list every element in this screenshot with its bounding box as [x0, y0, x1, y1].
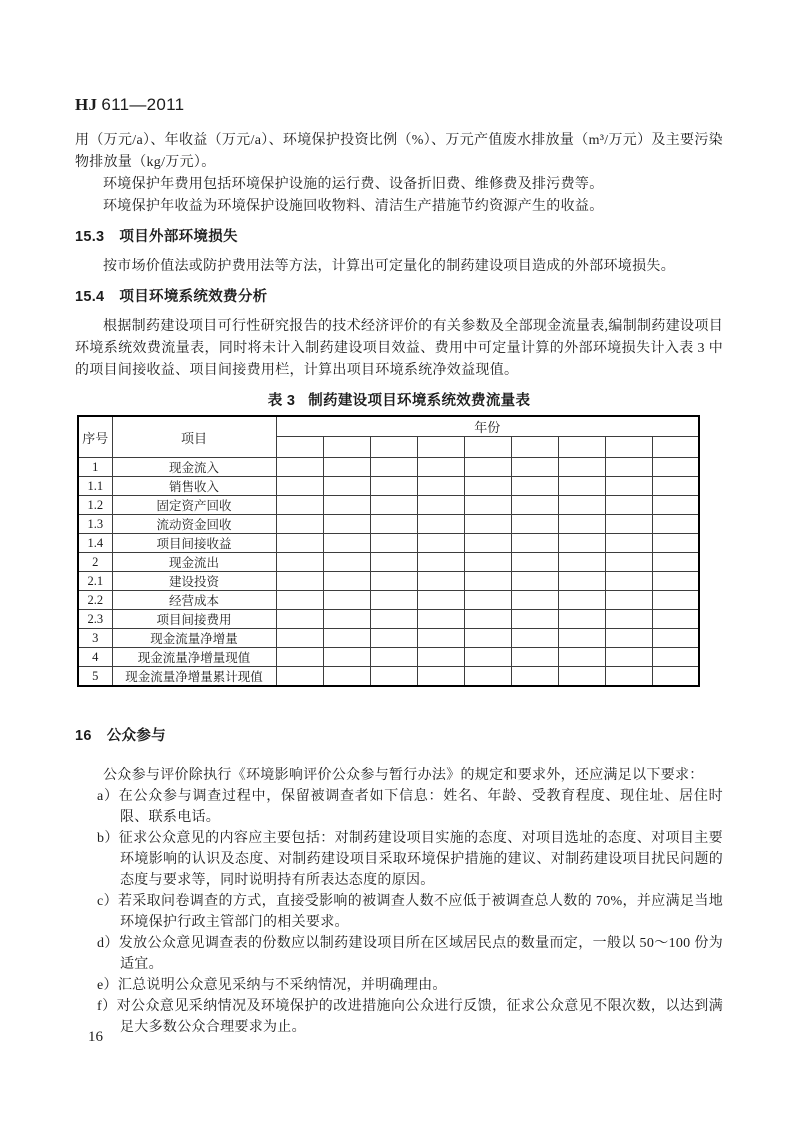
page-number: 16 — [88, 1029, 103, 1045]
list-item — [75, 828, 723, 891]
table-row — [78, 534, 699, 553]
year-subheader-cell — [511, 437, 558, 458]
year-value-cell — [652, 667, 699, 687]
table-row — [78, 515, 699, 534]
year-value-cell — [605, 572, 652, 591]
year-value-cell — [652, 534, 699, 553]
year-value-cell — [323, 610, 370, 629]
table-row — [78, 648, 699, 667]
table-title-text: 制药建设项目环境系统效费流量表 — [308, 393, 531, 409]
year-value-cell — [276, 496, 323, 515]
year-value-cell — [652, 515, 699, 534]
year-value-cell — [605, 629, 652, 648]
year-value-cell — [652, 591, 699, 610]
table-row — [78, 458, 699, 477]
row-index-cell: 5 — [78, 667, 112, 687]
table-number-label: 表 3 — [267, 393, 296, 409]
section-title-15-3: 项目外部环境损失 — [119, 229, 238, 245]
year-value-cell — [370, 610, 417, 629]
year-value-cell — [464, 496, 511, 515]
year-value-cell — [276, 515, 323, 534]
paragraph-annual-benefit: 环境保护年收益为环境保护设施回收物料、清洁生产措施节约资源产生的收益。 — [103, 199, 604, 214]
year-value-cell — [276, 591, 323, 610]
year-subheader-cell — [276, 437, 323, 458]
year-value-cell — [323, 553, 370, 572]
year-value-cell — [558, 553, 605, 572]
row-item-cell: 项目间接收益 — [112, 534, 276, 553]
row-index-cell: 2.3 — [78, 610, 112, 629]
year-value-cell — [511, 572, 558, 591]
year-value-cell — [276, 610, 323, 629]
year-column-header: 年份 — [276, 416, 699, 437]
year-value-cell — [370, 648, 417, 667]
row-index-cell: 1.1 — [78, 477, 112, 496]
list-item-marker: c） — [97, 894, 118, 909]
list-item-marker: e） — [97, 978, 118, 993]
paragraph-annual-cost: 环境保护年费用包括环境保护设施的运行费、设备折旧费、维修费及排污费等。 — [103, 177, 604, 192]
year-value-cell — [652, 553, 699, 572]
year-value-cell — [605, 515, 652, 534]
year-value-cell — [511, 458, 558, 477]
year-value-cell — [605, 610, 652, 629]
year-value-cell — [464, 591, 511, 610]
year-value-cell — [276, 572, 323, 591]
standard-code-header — [75, 94, 723, 116]
year-value-cell — [417, 667, 464, 687]
year-value-cell — [464, 477, 511, 496]
row-index-cell: 1.2 — [78, 496, 112, 515]
list-item — [75, 975, 723, 996]
year-value-cell — [558, 610, 605, 629]
table-row — [78, 629, 699, 648]
paragraph-16-intro: 公众参与评价除执行《环境影响评价公众参与暂行办法》的规定和要求外，还应满足以下要求： — [103, 768, 704, 783]
row-index-cell: 2 — [78, 553, 112, 572]
standard-code-number: 611—2011 — [101, 95, 185, 114]
list-item — [75, 933, 723, 975]
row-item-cell: 现金流量净增量现值 — [112, 648, 276, 667]
year-subheader-cell — [323, 437, 370, 458]
year-value-cell — [276, 667, 323, 687]
year-value-cell — [323, 591, 370, 610]
year-value-cell — [464, 648, 511, 667]
year-value-cell — [652, 648, 699, 667]
section-title-16: 公众参与 — [106, 728, 166, 744]
year-value-cell — [370, 496, 417, 515]
year-value-cell — [605, 667, 652, 687]
list-item — [75, 891, 723, 933]
row-index-cell: 1.3 — [78, 515, 112, 534]
row-index-cell: 3 — [78, 629, 112, 648]
year-value-cell — [605, 477, 652, 496]
table-row — [78, 572, 699, 591]
year-value-cell — [464, 667, 511, 687]
year-value-cell — [370, 572, 417, 591]
year-value-cell — [417, 458, 464, 477]
index-column-header: 序号 — [78, 416, 112, 458]
year-value-cell — [652, 458, 699, 477]
list-item-marker: d） — [97, 936, 119, 951]
year-value-cell — [558, 496, 605, 515]
row-item-cell: 销售收入 — [112, 477, 276, 496]
year-subheader-cell — [558, 437, 605, 458]
year-value-cell — [652, 477, 699, 496]
year-value-cell — [464, 458, 511, 477]
year-value-cell — [323, 648, 370, 667]
table-row — [78, 477, 699, 496]
year-value-cell — [558, 458, 605, 477]
year-value-cell — [323, 458, 370, 477]
year-value-cell — [464, 629, 511, 648]
year-value-cell — [417, 610, 464, 629]
list-item-text: 发放公众意见调查表的份数应以制药建设项目所在区域居民点的数量而定，一般以 50～100 份为适宜。 — [118, 936, 723, 972]
table-row — [78, 591, 699, 610]
year-value-cell — [323, 667, 370, 687]
cash-flow-table — [77, 415, 700, 687]
year-value-cell — [511, 667, 558, 687]
list-item-marker: f） — [97, 999, 117, 1014]
row-item-cell: 现金流入 — [112, 458, 276, 477]
row-index-cell: 1 — [78, 458, 112, 477]
year-value-cell — [605, 458, 652, 477]
row-item-cell: 固定资产回收 — [112, 496, 276, 515]
year-value-cell — [511, 610, 558, 629]
list-item — [75, 996, 723, 1038]
list-item — [75, 786, 723, 828]
row-item-cell: 建设投资 — [112, 572, 276, 591]
year-value-cell — [323, 496, 370, 515]
row-item-cell: 现金流量净增量累计现值 — [112, 667, 276, 687]
item-column-header: 项目 — [112, 416, 276, 458]
year-value-cell — [652, 496, 699, 515]
paragraph-15-3-body: 按市场价值法或防护费用法等方法，计算出可定量化的制药建设项目造成的外部环境损失。 — [103, 259, 675, 274]
year-value-cell — [511, 553, 558, 572]
row-item-cell: 流动资金回收 — [112, 515, 276, 534]
page-content — [75, 94, 723, 1038]
year-value-cell — [605, 591, 652, 610]
year-value-cell — [276, 477, 323, 496]
year-value-cell — [417, 496, 464, 515]
row-item-cell: 项目间接费用 — [112, 610, 276, 629]
year-value-cell — [511, 515, 558, 534]
year-value-cell — [652, 610, 699, 629]
table-row — [78, 553, 699, 572]
list-item-text: 汇总说明公众意见采纳与不采纳情况，并明确理由。 — [117, 978, 447, 993]
section-heading-15-3 — [75, 226, 723, 248]
list-item-marker: a） — [97, 789, 119, 804]
year-value-cell — [323, 534, 370, 553]
year-value-cell — [417, 515, 464, 534]
year-value-cell — [323, 572, 370, 591]
standard-code-prefix: HJ — [75, 95, 98, 114]
year-value-cell — [323, 629, 370, 648]
year-subheader-cell — [417, 437, 464, 458]
year-value-cell — [370, 458, 417, 477]
year-value-cell — [558, 591, 605, 610]
year-value-cell — [370, 591, 417, 610]
row-item-cell: 现金流出 — [112, 553, 276, 572]
year-value-cell — [417, 648, 464, 667]
year-value-cell — [464, 515, 511, 534]
year-value-cell — [511, 591, 558, 610]
year-value-cell — [417, 477, 464, 496]
table-row — [78, 496, 699, 515]
row-index-cell: 4 — [78, 648, 112, 667]
year-value-cell — [464, 553, 511, 572]
row-index-cell: 1.4 — [78, 534, 112, 553]
year-value-cell — [558, 534, 605, 553]
year-value-cell — [511, 477, 558, 496]
year-value-cell — [558, 629, 605, 648]
list-item-marker: b） — [97, 831, 119, 846]
list-item-text: 在公众参与调查过程中，保留被调查者如下信息：姓名、年龄、受教育程度、现住址、居住时限、联系电话。 — [118, 789, 723, 825]
year-value-cell — [558, 515, 605, 534]
list-item-text: 若采取问卷调查的方式，直接受影响的被调查人数不应低于被调查总人数的 70%，并应满足当地环境保护行政主管部门的相关要求。 — [117, 894, 723, 930]
year-value-cell — [605, 496, 652, 515]
year-value-cell — [370, 515, 417, 534]
paragraph-emission-indicators: 用（万元/a）、年收益（万元/a）、环境保护投资比例（%）、万元产值废水排放量（m³/万元）及主要污染物排放量（kg/万元）。 — [75, 133, 723, 170]
year-subheader-cell — [464, 437, 511, 458]
paragraph-15-4-body: 根据制药建设项目可行性研究报告的技术经济评价的有关参数及全部现金流量表,编制制药建设项目环境系统效费流量表，同时将未计入制药建设项目效益、费用中可定量计算的外部环境损失计入表 3 中的项目间接收益、项目间接费用栏，计算出项目环境系统净效益现值。 — [75, 319, 723, 378]
section-number-15-3: 15.3 — [75, 229, 105, 245]
year-value-cell — [511, 496, 558, 515]
year-value-cell — [276, 553, 323, 572]
year-value-cell — [370, 667, 417, 687]
row-index-cell: 2.2 — [78, 591, 112, 610]
year-value-cell — [370, 477, 417, 496]
section-title-15-4: 项目环境系统效费分析 — [119, 289, 268, 305]
row-index-cell: 2.1 — [78, 572, 112, 591]
year-value-cell — [605, 534, 652, 553]
table-row — [78, 610, 699, 629]
table-row — [78, 667, 699, 687]
table-title — [75, 390, 723, 412]
list-item-text: 征求公众意见的内容应主要包括：对制药建设项目实施的态度、对项目选址的态度、对项目主要环境影响的认识及态度、对制药建设项目采取环境保护措施的建议、对制药建设项目扰民问题的态度与要求等，同时说明持有所表达态度的原因。 — [118, 831, 723, 888]
year-value-cell — [323, 477, 370, 496]
year-value-cell — [370, 534, 417, 553]
year-value-cell — [276, 458, 323, 477]
year-value-cell — [370, 553, 417, 572]
year-value-cell — [417, 553, 464, 572]
year-value-cell — [464, 610, 511, 629]
row-item-cell: 经营成本 — [112, 591, 276, 610]
year-value-cell — [464, 534, 511, 553]
section-number-15-4: 15.4 — [75, 289, 105, 305]
year-value-cell — [417, 572, 464, 591]
year-value-cell — [652, 572, 699, 591]
year-value-cell — [605, 648, 652, 667]
year-value-cell — [558, 572, 605, 591]
year-value-cell — [323, 515, 370, 534]
year-value-cell — [417, 534, 464, 553]
public-participation-list — [75, 786, 723, 1038]
year-value-cell — [464, 572, 511, 591]
year-value-cell — [558, 648, 605, 667]
section-number-16: 16 — [75, 728, 92, 744]
year-value-cell — [370, 629, 417, 648]
year-value-cell — [511, 648, 558, 667]
year-value-cell — [276, 534, 323, 553]
year-value-cell — [558, 477, 605, 496]
year-subheader-cell — [605, 437, 652, 458]
year-subheader-cell — [370, 437, 417, 458]
year-value-cell — [605, 553, 652, 572]
year-value-cell — [511, 534, 558, 553]
year-value-cell — [652, 629, 699, 648]
year-subheader-cell — [652, 437, 699, 458]
year-value-cell — [511, 629, 558, 648]
year-value-cell — [558, 667, 605, 687]
section-heading-16 — [75, 725, 723, 747]
year-value-cell — [417, 591, 464, 610]
year-value-cell — [276, 648, 323, 667]
list-item-text: 对公众意见采纳情况及环境保护的改进措施向公众进行反馈，征求公众意见不限次数，以达到满足大多数公众合理要求为止。 — [116, 999, 723, 1035]
row-item-cell: 现金流量净增量 — [112, 629, 276, 648]
section-heading-15-4 — [75, 286, 723, 308]
year-value-cell — [417, 629, 464, 648]
year-value-cell — [276, 629, 323, 648]
